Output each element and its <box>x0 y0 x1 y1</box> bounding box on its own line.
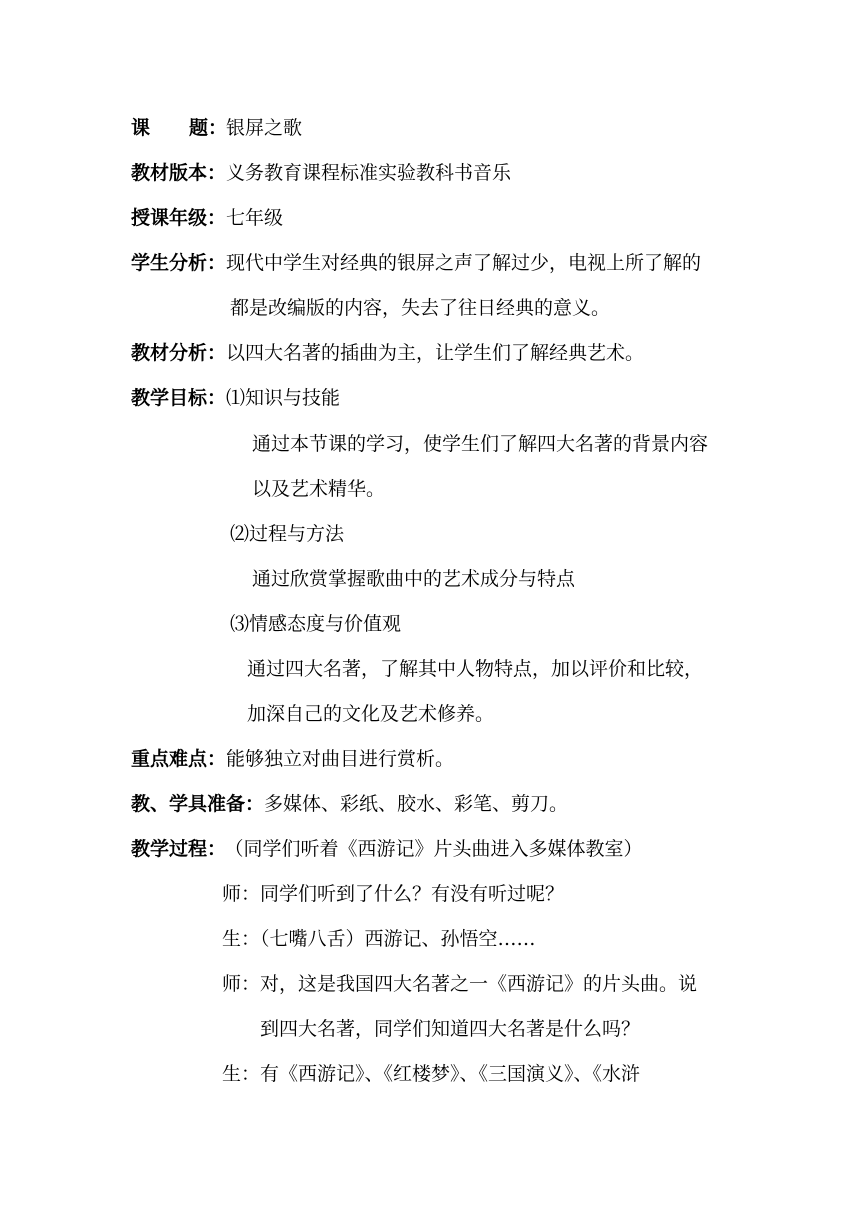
process-intro: （同学们听着《西游记》片头曲进入多媒体教室） <box>234 838 643 860</box>
grade-row <box>131 206 283 230</box>
key-points-label: 重点难点： <box>131 748 227 770</box>
student-row <box>131 251 701 275</box>
goal1-text-2: 以及艺术精华。 <box>252 478 386 500</box>
tools-row <box>131 792 568 816</box>
topic-value: 银屏之歌 <box>226 117 303 139</box>
goals-row <box>131 386 340 410</box>
dialogue-line-3-cont: 到四大名著，同学们知道四大名著是什么吗？ <box>260 1018 641 1040</box>
grade-value: 七年级 <box>226 207 284 229</box>
topic-label-char2: 题： <box>189 117 228 139</box>
tools-value: 多媒体、彩纸、胶水、彩笔、剪刀。 <box>264 793 569 815</box>
material-value: 以四大名著的插曲为主，让学生们了解经典艺术。 <box>226 342 645 364</box>
key-points-row <box>131 747 454 771</box>
goal1-title: ⑴知识与技能 <box>226 387 341 409</box>
tools-label: 教、学具准备： <box>131 793 265 815</box>
student-value-1: 现代中学生对经典的银屏之声了解过少，电视上所了解的 <box>226 252 702 274</box>
edition-label: 教材版本： <box>131 162 227 184</box>
edition-value: 义务教育课程标准实验教科书音乐 <box>226 162 512 184</box>
key-points-value: 能够独立对曲目进行赏析。 <box>226 748 455 770</box>
process-row <box>131 837 643 861</box>
student-label: 学生分析： <box>131 252 227 274</box>
material-label: 教材分析： <box>131 342 227 364</box>
topic-label-char1: 课 <box>131 117 151 139</box>
goal3-text-1: 通过四大名著，了解其中人物特点，加以评价和比较， <box>247 658 704 680</box>
grade-label: 授课年级： <box>131 207 227 229</box>
dialogue-line-4: 生：有《西游记》、《红楼梦》、《三国演义》、《水浒 <box>222 1063 641 1085</box>
student-row-2: 都是改编版的内容，失去了往日经典的意义。 <box>230 297 611 319</box>
topic-row <box>131 116 302 140</box>
process-label: 教学过程： <box>131 838 227 860</box>
goal1-text-1: 通过本节课的学习，使学生们了解四大名著的背景内容 <box>252 433 709 455</box>
goal2-title: ⑵过程与方法 <box>230 523 345 545</box>
goal3-title: ⑶情感态度与价值观 <box>230 613 402 635</box>
goal3-text-2: 加深自己的文化及艺术修养。 <box>247 703 495 725</box>
dialogue-line-3: 师：对，这是我国四大名著之一《西游记》的片头曲。说 <box>222 973 698 995</box>
topic-label <box>131 116 226 140</box>
dialogue-line-2: 生：（七嘴八舌）西游记、孙悟空…… <box>222 928 536 950</box>
edition-row <box>131 161 511 185</box>
dialogue-line-1: 师：同学们听到了什么？有没有听过呢？ <box>222 883 565 905</box>
goal2-text-1: 通过欣赏掌握歌曲中的艺术成分与特点 <box>252 568 576 590</box>
goals-label: 教学目标： <box>131 387 227 409</box>
material-row <box>131 341 644 365</box>
